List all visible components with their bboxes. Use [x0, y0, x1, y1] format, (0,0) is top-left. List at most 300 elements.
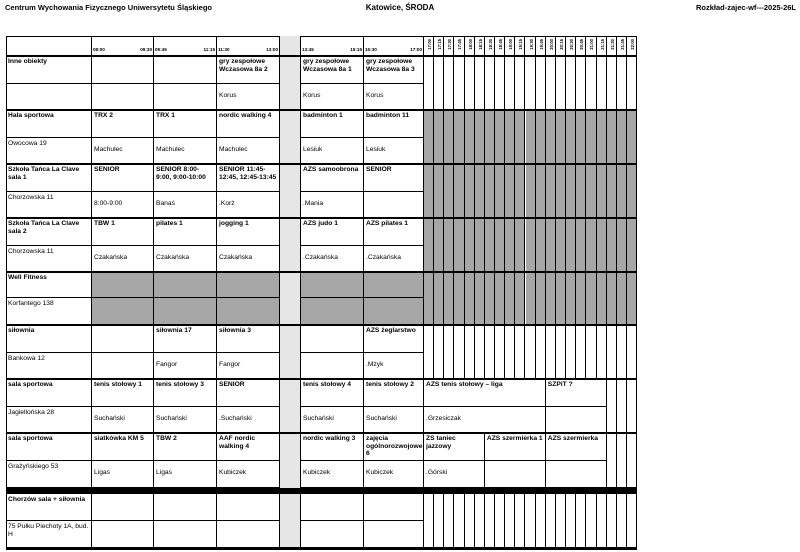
- class-chorzow-slot-4: [301, 494, 364, 521]
- instructor-well-slot-3: [217, 298, 280, 325]
- venue-name-hala: Hala sportowa: [6, 110, 92, 138]
- evening-clave1-15: [576, 164, 586, 218]
- evening-well-4: [465, 272, 475, 325]
- instructor-silownia-slot-2: Fangor: [154, 353, 217, 379]
- evening-hala-10: [526, 110, 536, 164]
- row-separator: [6, 55, 637, 57]
- evening-inne-2: [444, 56, 454, 110]
- instructor-well-slot-5: [364, 298, 424, 325]
- evening-hala-3: [454, 110, 464, 164]
- evening-chorzow-18: [607, 494, 617, 550]
- time-slot-3: 11:30 13:00: [217, 36, 280, 56]
- row-separator: [6, 271, 637, 273]
- evening-inne-15: [576, 56, 586, 110]
- class-sala1-slot-2: tenis stołowy 3: [154, 379, 217, 407]
- venue-address-inne: [6, 84, 92, 110]
- row-separator: [6, 217, 637, 219]
- evening-hala-17: [597, 110, 607, 164]
- time-tick-5: 18:15: [475, 36, 485, 56]
- venue-name-well: Well Fitness: [6, 272, 92, 298]
- time-tick-15: 20:45: [576, 36, 586, 56]
- instructor-inne-slot-1: [92, 84, 154, 110]
- table-bottom-border: [6, 547, 637, 550]
- time-tick-3: 17:45: [454, 36, 464, 56]
- instructor-sala2-slot-4: Kubiczek: [301, 461, 364, 488]
- instructor-sala2-slot-2: Ligas: [154, 461, 217, 488]
- evening-chorzow-11: [536, 494, 546, 550]
- instructor-hala-slot-3: Machulec: [217, 138, 280, 164]
- evening-hala-2: [444, 110, 454, 164]
- instructor-sala1-slot-1: Suchański: [92, 407, 154, 433]
- venue-name-sala2: sala sportowa: [6, 433, 92, 461]
- evening-silownia-7: [495, 325, 505, 379]
- evening-clave1-5: [475, 164, 485, 218]
- instructor-sala1-slot-3: .Suchański: [217, 407, 280, 433]
- evening-well-2: [444, 272, 454, 325]
- time-tick-0: 17:00: [424, 36, 434, 56]
- evening-clave2-17: [597, 218, 607, 272]
- evening-clave2-4: [465, 218, 475, 272]
- row-separator: [6, 378, 637, 380]
- class-silownia-slot-1: [92, 325, 154, 353]
- evening-well-5: [475, 272, 485, 325]
- evening-well-14: [566, 272, 576, 325]
- class-well-slot-3: [217, 272, 280, 298]
- class-well-slot-4: [301, 272, 364, 298]
- evening-chorzow-0: [424, 494, 434, 550]
- instructor-sala2-slot-5: Kubiczek: [364, 461, 424, 488]
- evening-well-0: [424, 272, 434, 325]
- evening-clave2-20: [627, 218, 637, 272]
- evening-sala1-empty-2-1: [617, 379, 627, 433]
- evening-chorzow-2: [444, 494, 454, 550]
- evening-class-sala1-1: SZPiT ?: [546, 379, 607, 407]
- class-clave2-slot-2: pilates 1: [154, 218, 217, 246]
- evening-silownia-13: [556, 325, 566, 379]
- class-sala1-slot-4: tenis stołowy 4: [301, 379, 364, 407]
- class-silownia-slot-2: siłownia 17: [154, 325, 217, 353]
- evening-hala-7: [495, 110, 505, 164]
- instructor-clave1-slot-1: 8:00-9:00: [92, 192, 154, 218]
- evening-hala-20: [627, 110, 637, 164]
- evening-well-16: [586, 272, 596, 325]
- evening-silownia-6: [485, 325, 495, 379]
- venue-name-clave2: Szkoła Tańca La Clave sala 2: [6, 218, 92, 246]
- instructor-clave2-slot-5: .Czakańska: [364, 246, 424, 272]
- class-silownia-slot-3: siłownia 3: [217, 325, 280, 353]
- evening-inne-13: [556, 56, 566, 110]
- time-tick-10: 19:30: [526, 36, 536, 56]
- evening-instructor-sala2-0: .Górski: [424, 461, 485, 488]
- time-tick-2: 17:30: [444, 36, 454, 56]
- evening-silownia-17: [597, 325, 607, 379]
- class-chorzow-slot-2: [154, 494, 217, 521]
- evening-silownia-2: [444, 325, 454, 379]
- class-hala-slot-5: badminton 11: [364, 110, 424, 138]
- evening-clave1-1: [434, 164, 444, 218]
- evening-silownia-12: [546, 325, 556, 379]
- instructor-clave1-slot-5: [364, 192, 424, 218]
- instructor-clave1-slot-2: Banaś: [154, 192, 217, 218]
- instructor-hala-slot-5: Lesiuk: [364, 138, 424, 164]
- evening-instructor-sala1-1: [546, 407, 607, 433]
- evening-silownia-1: [434, 325, 444, 379]
- evening-well-8: [505, 272, 515, 325]
- evening-clave1-6: [485, 164, 495, 218]
- evening-silownia-11: [536, 325, 546, 379]
- evening-clave1-14: [566, 164, 576, 218]
- venue-name-silownia: siłownia: [6, 325, 92, 353]
- evening-hala-11: [536, 110, 546, 164]
- evening-inne-6: [485, 56, 495, 110]
- class-silownia-slot-4: [301, 325, 364, 353]
- class-hala-slot-2: TRX 1: [154, 110, 217, 138]
- evening-clave1-11: [536, 164, 546, 218]
- evening-hala-15: [576, 110, 586, 164]
- evening-well-15: [576, 272, 586, 325]
- evening-hala-19: [617, 110, 627, 164]
- class-chorzow-slot-5: [364, 494, 424, 521]
- evening-well-17: [597, 272, 607, 325]
- evening-well-10: [526, 272, 536, 325]
- header-corner: [6, 36, 92, 56]
- class-well-slot-2: [154, 272, 217, 298]
- instructor-chorzow-slot-4: [301, 521, 364, 550]
- evening-clave1-13: [556, 164, 566, 218]
- evening-well-6: [485, 272, 495, 325]
- evening-chorzow-20: [627, 494, 637, 550]
- evening-hala-13: [556, 110, 566, 164]
- class-chorzow-slot-1: [92, 494, 154, 521]
- evening-inne-3: [454, 56, 464, 110]
- evening-hala-1: [434, 110, 444, 164]
- evening-chorzow-4: [465, 494, 475, 550]
- instructor-silownia-slot-5: .Mżyk: [364, 353, 424, 379]
- evening-well-18: [607, 272, 617, 325]
- time-tick-7: 18:45: [495, 36, 505, 56]
- instructor-sala2-slot-3: Kubiczek: [217, 461, 280, 488]
- instructor-hala-slot-2: Machulec: [154, 138, 217, 164]
- lunch-gap: [280, 36, 301, 56]
- instructor-silownia-slot-4: [301, 353, 364, 379]
- instructor-inne-slot-3: Korus: [217, 84, 280, 110]
- evening-inne-19: [617, 56, 627, 110]
- evening-clave1-3: [454, 164, 464, 218]
- evening-class-sala2-0: ZS taniec jazzowy: [424, 433, 485, 461]
- evening-clave1-4: [465, 164, 475, 218]
- row-separator: [6, 432, 637, 434]
- evening-clave2-2: [444, 218, 454, 272]
- class-hala-slot-3: nordic walking 4: [217, 110, 280, 138]
- evening-clave1-20: [627, 164, 637, 218]
- evening-hala-6: [485, 110, 495, 164]
- document-id: Rozkład-zajec-wf---2025-26L: [695, 3, 796, 12]
- class-clave1-slot-3: SENIOR 11:45-12:45, 12:45-13:45: [217, 164, 280, 192]
- evening-well-3: [454, 272, 464, 325]
- instructor-sala1-slot-5: Suchański: [364, 407, 424, 433]
- evening-chorzow-19: [617, 494, 627, 550]
- evening-well-11: [536, 272, 546, 325]
- evening-chorzow-8: [505, 494, 515, 550]
- evening-silownia-4: [465, 325, 475, 379]
- evening-well-13: [556, 272, 566, 325]
- evening-clave1-16: [586, 164, 596, 218]
- time-tick-17: 21:15: [597, 36, 607, 56]
- evening-well-9: [515, 272, 525, 325]
- instructor-sala2-slot-1: Ligas: [92, 461, 154, 488]
- venue-address-silownia: Bankowa 12: [6, 353, 92, 379]
- evening-clave1-8: [505, 164, 515, 218]
- evening-silownia-14: [566, 325, 576, 379]
- evening-clave2-7: [495, 218, 505, 272]
- evening-class-sala1-0: AZS tenis stołowy – liga: [424, 379, 546, 407]
- instructor-inne-slot-5: Korus: [364, 84, 424, 110]
- page-title: Katowice, ŚRODA: [365, 3, 435, 12]
- venue-address-chorzow: 75 Pułku Piechoty 1A, bud. H: [6, 521, 92, 550]
- time-slot-4: 13:45 15:15: [301, 36, 364, 56]
- evening-chorzow-13: [556, 494, 566, 550]
- time-tick-20: 22:00: [627, 36, 637, 56]
- evening-class-sala2-2: AZS szermierka: [546, 433, 607, 461]
- venue-address-well: Korfantego 138: [6, 298, 92, 325]
- section-separator: [6, 488, 637, 494]
- evening-inne-11: [536, 56, 546, 110]
- class-well-slot-5: [364, 272, 424, 298]
- instructor-sala1-slot-2: Suchański: [154, 407, 217, 433]
- evening-hala-0: [424, 110, 434, 164]
- instructor-silownia-slot-1: [92, 353, 154, 379]
- evening-hala-4: [465, 110, 475, 164]
- evening-clave2-8: [505, 218, 515, 272]
- evening-sala2-empty-3-2: [627, 433, 637, 488]
- class-clave2-slot-5: AZS pilates 1: [364, 218, 424, 246]
- evening-silownia-8: [505, 325, 515, 379]
- time-slot-5: 15:30 17:00: [364, 36, 424, 56]
- evening-clave2-16: [586, 218, 596, 272]
- evening-clave2-6: [485, 218, 495, 272]
- time-tick-18: 21:30: [607, 36, 617, 56]
- instructor-inne-slot-4: Korus: [301, 84, 364, 110]
- evening-clave2-13: [556, 218, 566, 272]
- evening-clave1-0: [424, 164, 434, 218]
- evening-silownia-20: [627, 325, 637, 379]
- lunch-column: [280, 56, 301, 550]
- instructor-well-slot-1: [92, 298, 154, 325]
- evening-hala-5: [475, 110, 485, 164]
- evening-instructor-sala2-1: [485, 461, 546, 488]
- evening-clave2-9: [515, 218, 525, 272]
- class-clave2-slot-4: AZS judo 1: [301, 218, 364, 246]
- evening-inne-12: [546, 56, 556, 110]
- evening-clave2-10: [526, 218, 536, 272]
- evening-hala-18: [607, 110, 617, 164]
- evening-chorzow-6: [485, 494, 495, 550]
- evening-inne-0: [424, 56, 434, 110]
- evening-clave2-0: [424, 218, 434, 272]
- evening-well-19: [617, 272, 627, 325]
- evening-chorzow-3: [454, 494, 464, 550]
- time-tick-16: 21:00: [586, 36, 596, 56]
- evening-hala-12: [546, 110, 556, 164]
- venue-name-inne: Inne obiekty: [6, 56, 92, 84]
- evening-well-20: [627, 272, 637, 325]
- venue-address-clave2: Chorzowska 11: [6, 246, 92, 272]
- evening-hala-9: [515, 110, 525, 164]
- class-clave2-slot-1: TBW 1: [92, 218, 154, 246]
- evening-hala-16: [586, 110, 596, 164]
- class-inne-slot-1: [92, 56, 154, 84]
- evening-chorzow-15: [576, 494, 586, 550]
- evening-silownia-16: [586, 325, 596, 379]
- evening-silownia-18: [607, 325, 617, 379]
- class-clave1-slot-1: SENIOR: [92, 164, 154, 192]
- evening-instructor-sala2-2: [546, 461, 607, 488]
- instructor-clave2-slot-2: Czakańska: [154, 246, 217, 272]
- row-separator: [6, 324, 637, 326]
- instructor-clave2-slot-1: Czakańska: [92, 246, 154, 272]
- evening-sala1-empty-2-0: [607, 379, 617, 433]
- time-tick-19: 21:45: [617, 36, 627, 56]
- class-hala-slot-1: TRX 2: [92, 110, 154, 138]
- evening-hala-8: [505, 110, 515, 164]
- evening-clave1-2: [444, 164, 454, 218]
- instructor-inne-slot-2: [154, 84, 217, 110]
- evening-chorzow-10: [526, 494, 536, 550]
- evening-clave2-18: [607, 218, 617, 272]
- evening-clave2-15: [576, 218, 586, 272]
- evening-inne-18: [607, 56, 617, 110]
- evening-chorzow-16: [586, 494, 596, 550]
- instructor-chorzow-slot-2: [154, 521, 217, 550]
- evening-sala2-empty-3-1: [617, 433, 627, 488]
- evening-inne-16: [586, 56, 596, 110]
- evening-chorzow-12: [546, 494, 556, 550]
- class-clave1-slot-5: SENIOR: [364, 164, 424, 192]
- time-tick-14: 20:30: [566, 36, 576, 56]
- evening-silownia-19: [617, 325, 627, 379]
- class-silownia-slot-5: AZS żeglarstwo: [364, 325, 424, 353]
- instructor-well-slot-4: [301, 298, 364, 325]
- row-separator: [6, 109, 637, 111]
- evening-silownia-10: [526, 325, 536, 379]
- class-inne-slot-5: gry zespołowe Wczasowa 8a 3: [364, 56, 424, 84]
- time-slot-1: 08:00 09:30: [92, 36, 154, 56]
- instructor-clave2-slot-4: .Czakańska: [301, 246, 364, 272]
- venue-address-clave1: Chorzowska 11: [6, 192, 92, 218]
- evening-well-7: [495, 272, 505, 325]
- time-tick-6: 18:30: [485, 36, 495, 56]
- evening-clave1-10: [526, 164, 536, 218]
- class-clave1-slot-2: SENIOR 8:00-9:00, 9:00-10:00: [154, 164, 217, 192]
- evening-silownia-5: [475, 325, 485, 379]
- time-tick-12: 20:00: [546, 36, 556, 56]
- schedule-table: [6, 36, 637, 550]
- evening-class-sala2-1: AZS szermierka 1: [485, 433, 546, 461]
- evening-sala2-empty-3-0: [607, 433, 617, 488]
- class-sala1-slot-3: SENIOR: [217, 379, 280, 407]
- evening-hala-14: [566, 110, 576, 164]
- venue-address-hala: Owocowa 19: [6, 138, 92, 164]
- time-tick-13: 20:15: [556, 36, 566, 56]
- class-sala2-slot-5: zajęcia ogólnorozwojowe 6: [364, 433, 424, 461]
- evening-clave1-18: [607, 164, 617, 218]
- evening-chorzow-9: [515, 494, 525, 550]
- evening-clave2-3: [454, 218, 464, 272]
- time-tick-8: 19:00: [505, 36, 515, 56]
- venue-name-sala1: sala sportowa: [6, 379, 92, 407]
- evening-clave1-9: [515, 164, 525, 218]
- evening-inne-14: [566, 56, 576, 110]
- class-chorzow-slot-3: [217, 494, 280, 521]
- instructor-chorzow-slot-3: [217, 521, 280, 550]
- evening-clave2-14: [566, 218, 576, 272]
- evening-chorzow-14: [566, 494, 576, 550]
- instructor-clave1-slot-3: .Korż: [217, 192, 280, 218]
- class-sala2-slot-3: AAF nordic walking 4: [217, 433, 280, 461]
- class-inne-slot-2: [154, 56, 217, 84]
- evening-chorzow-5: [475, 494, 485, 550]
- evening-silownia-15: [576, 325, 586, 379]
- institution-title: Centrum Wychowania Fizycznego Uniwersytetu Śląskiego: [5, 3, 212, 12]
- evening-inne-9: [515, 56, 525, 110]
- evening-inne-1: [434, 56, 444, 110]
- class-hala-slot-4: badminton 1: [301, 110, 364, 138]
- instructor-hala-slot-1: Machulec: [92, 138, 154, 164]
- class-sala2-slot-2: TBW 2: [154, 433, 217, 461]
- evening-well-12: [546, 272, 556, 325]
- evening-clave1-17: [597, 164, 607, 218]
- evening-chorzow-17: [597, 494, 607, 550]
- evening-inne-7: [495, 56, 505, 110]
- class-clave2-slot-3: jogging 1: [217, 218, 280, 246]
- instructor-clave1-slot-4: .Mania: [301, 192, 364, 218]
- time-tick-9: 19:15: [515, 36, 525, 56]
- evening-inne-5: [475, 56, 485, 110]
- class-sala2-slot-1: siatkówka KM 5: [92, 433, 154, 461]
- evening-inne-17: [597, 56, 607, 110]
- evening-clave2-12: [546, 218, 556, 272]
- time-tick-4: 18:00: [465, 36, 475, 56]
- instructor-silownia-slot-3: Fangor: [217, 353, 280, 379]
- evening-instructor-sala1-0: .Grzesiczak: [424, 407, 546, 433]
- class-inne-slot-4: gry zespołowe Wczasowa 8a 1: [301, 56, 364, 84]
- evening-chorzow-7: [495, 494, 505, 550]
- evening-clave1-19: [617, 164, 627, 218]
- instructor-hala-slot-4: Lesiuk: [301, 138, 364, 164]
- instructor-chorzow-slot-1: [92, 521, 154, 550]
- venue-address-sala1: Jagiellońska 28: [6, 407, 92, 433]
- time-slot-2: 09:45 11:15: [154, 36, 217, 56]
- instructor-clave2-slot-3: Czakańska: [217, 246, 280, 272]
- evening-clave1-12: [546, 164, 556, 218]
- instructor-chorzow-slot-5: [364, 521, 424, 550]
- instructor-sala1-slot-4: Suchański: [301, 407, 364, 433]
- class-sala1-slot-5: tenis stołowy 2: [364, 379, 424, 407]
- class-sala1-slot-1: tenis stołowy 1: [92, 379, 154, 407]
- venue-name-clave1: Szkoła Tańca La Clave sala 1: [6, 164, 92, 192]
- evening-clave2-1: [434, 218, 444, 272]
- evening-clave1-7: [495, 164, 505, 218]
- evening-chorzow-1: [434, 494, 444, 550]
- evening-clave2-5: [475, 218, 485, 272]
- evening-inne-8: [505, 56, 515, 110]
- evening-silownia-9: [515, 325, 525, 379]
- evening-sala1-empty-2-2: [627, 379, 637, 433]
- class-sala2-slot-4: nordic walking 3: [301, 433, 364, 461]
- time-tick-11: 19:45: [536, 36, 546, 56]
- time-tick-1: 17:15: [434, 36, 444, 56]
- evening-clave2-11: [536, 218, 546, 272]
